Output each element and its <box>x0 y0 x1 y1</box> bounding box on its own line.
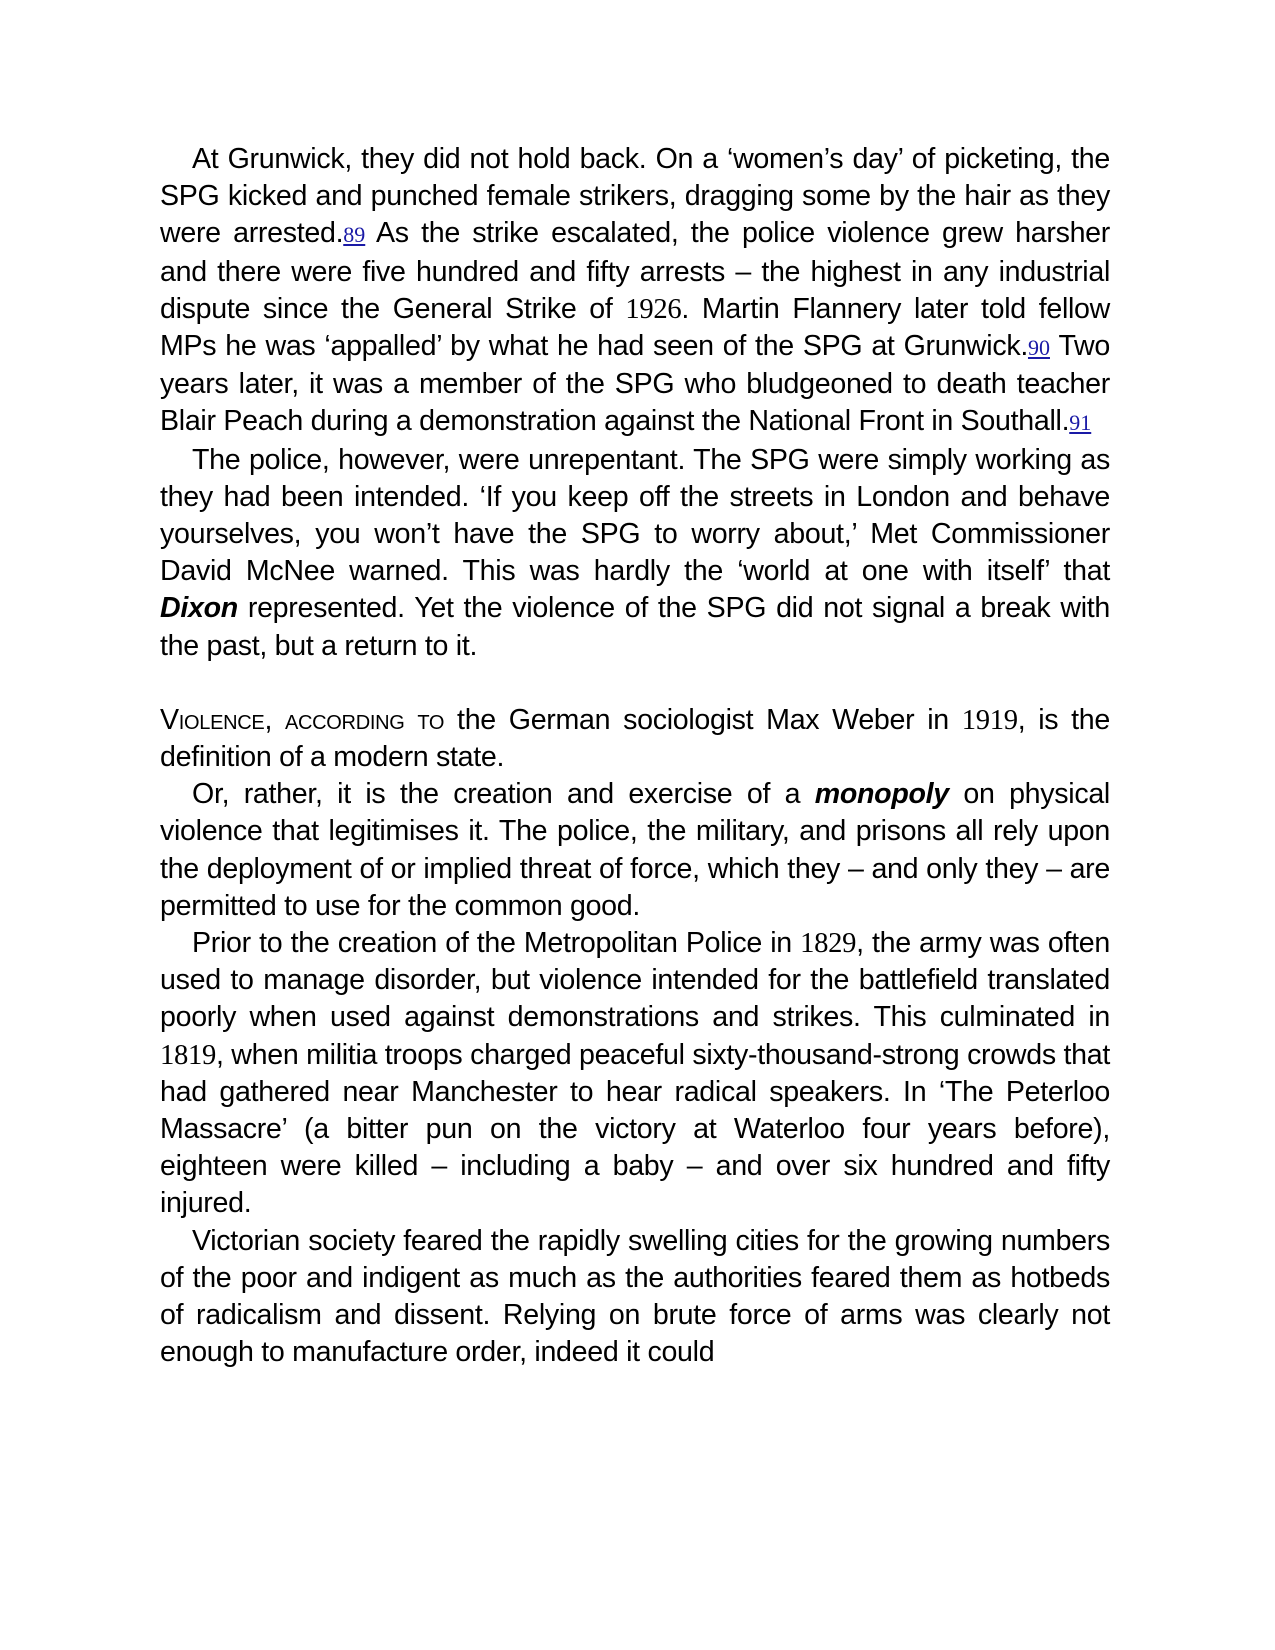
paragraph-weber <box>160 702 1110 776</box>
footnote-link-90[interactable]: 90 <box>1027 335 1050 361</box>
text-run: As the strike escalated, the police violence grew harsher and there were five hundred and fifty arrests – the highest in any industrial dispute since the General Strike of <box>160 217 1110 325</box>
paragraph-unrepentant <box>160 442 1110 665</box>
year: 1919 <box>961 704 1018 736</box>
text-run: Prior to the creation of the Metropolitan Police in <box>192 927 801 960</box>
footnote-link-89[interactable]: 89 <box>343 222 366 248</box>
paragraph-victorian <box>160 1223 1110 1372</box>
year: 1926 <box>625 293 682 325</box>
text-run: , is the definition of a modern state. <box>160 703 1110 774</box>
text-run: The police, however, were unrepentant. The SPG were simply working as they had been intended. ‘If you keep off the streets in London and behave yourselves, you won’t have the SPG to worry about,’ Met Commissioner David McNee warned. This was hardly the ‘world at one with itself’ that <box>160 443 1110 588</box>
year: 1819 <box>160 1039 216 1071</box>
text-run: Victorian society feared the rapidly swelling cities for the growing numbers of the poor and indigent as much as the authorities feared them as hotbeds of radicalism and dissent. Relying on brute force of arms was clearly not enough to manufacture order, indeed it could <box>160 1224 1110 1369</box>
text-run: the German sociologist Max Weber in <box>444 703 962 736</box>
footnote-link-91[interactable]: 91 <box>1069 410 1092 436</box>
year: 1829 <box>800 928 857 960</box>
section-break <box>160 665 1110 702</box>
paragraph-monopoly <box>160 776 1110 925</box>
small-caps-lead: Violence, according to <box>160 703 445 736</box>
paragraph-peterloo <box>160 925 1110 1223</box>
text-run: Or, rather, it is the creation and exercise of a <box>192 778 815 811</box>
emphasis-title: Dixon <box>160 592 238 625</box>
text-run: Two years later, it was a member of the SPG who bludgeoned to death teacher Blair Peach during a demonstration against the National Front in Southall. <box>160 330 1111 438</box>
text-run: At Grunwick, they did not hold back. On a ‘women’s day’ of picketing, the SPG kicked and punched female strikers, dragging some by the hair as they were arrested. <box>160 143 1110 250</box>
text-run: on physical violence that legitimises it. The police, the military, and prisons all rely upon the deployment of or implied threat of force, which they – and only they – are permitted to use for the common good. <box>160 778 1110 922</box>
paragraph-grunwick <box>160 141 1110 442</box>
page-body <box>160 141 1110 1372</box>
emphasis-monopoly: monopoly <box>814 778 949 811</box>
text-run: , when militia troops charged peaceful sixty-thousand-strong crowds that had gathered near Manchester to hear radical speakers. In ‘The Peterloo Massacre’ (a bitter pun on the victory at Waterloo four years before), eighteen were killed – including a baby – and over six hundred and fifty injured. <box>160 1038 1110 1220</box>
text-run: , the army was often used to manage disorder, but violence intended for the battlefield translated poorly when used against demonstrations and strikes. This culminated in <box>160 927 1110 1034</box>
text-run: represented. Yet the violence of the SPG did not signal a break with the past, but a return to it. <box>160 592 1110 662</box>
text-run: . Martin Flannery later told fellow MPs he was ‘appalled’ by what he had seen of the SPG at Grunwick. <box>160 292 1111 363</box>
